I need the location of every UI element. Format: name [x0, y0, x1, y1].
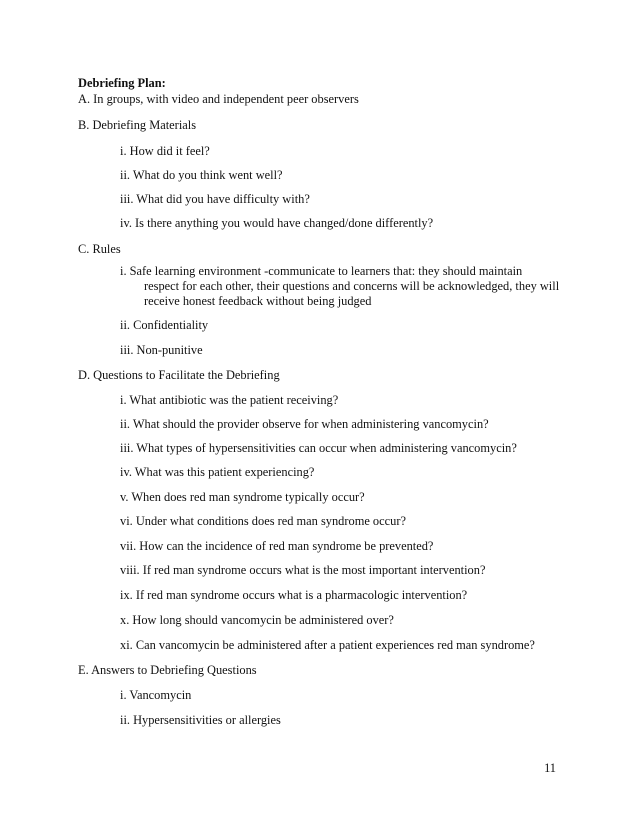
rules-item-1-line-3: receive honest feedback without being judged	[144, 294, 372, 308]
page-title: Debriefing Plan:	[78, 76, 166, 90]
section-d: D. Questions to Facilitate the Debriefing	[78, 368, 280, 382]
rules-item-1-line-1: i. Safe learning environment -communicate to learners that: they should maintain	[120, 264, 523, 278]
question-item-2: ii. What should the provider observe for when administering vancomycin?	[120, 417, 489, 431]
question-item-6: vi. Under what conditions does red man syndrome occur?	[120, 514, 406, 528]
question-item-3: iii. What types of hypersensitivities can occur when administering vancomycin?	[120, 441, 517, 455]
section-c: C. Rules	[78, 242, 121, 256]
question-item-7: vii. How can the incidence of red man syndrome be prevented?	[120, 539, 434, 553]
section-b: B. Debriefing Materials	[78, 118, 197, 132]
materials-item-3: iii. What did you have difficulty with?	[120, 192, 310, 206]
rules-item-2: ii. Confidentiality	[120, 318, 209, 332]
question-item-1: i. What antibiotic was the patient receiving?	[120, 393, 339, 407]
materials-item-2: ii. What do you think went well?	[120, 168, 283, 182]
question-item-11: xi. Can vancomycin be administered after a patient experiences red man syndrome?	[120, 638, 535, 652]
question-item-8: viii. If red man syndrome occurs what is the most important intervention?	[120, 563, 486, 577]
section-a: A. In groups, with video and independent peer observers	[78, 92, 359, 106]
question-item-9: ix. If red man syndrome occurs what is a pharmacologic intervention?	[120, 588, 468, 602]
answer-item-2: ii. Hypersensitivities or allergies	[120, 713, 281, 727]
question-item-4: iv. What was this patient experiencing?	[120, 465, 315, 479]
rules-item-1-line-2: respect for each other, their questions and concerns will be acknowledged, they will	[144, 279, 560, 293]
answer-item-1: i. Vancomycin	[120, 688, 192, 702]
page-number: 11	[544, 761, 556, 775]
section-e: E. Answers to Debriefing Questions	[78, 663, 257, 677]
rules-item-3: iii. Non-punitive	[120, 343, 203, 357]
question-item-5: v. When does red man syndrome typically occur?	[120, 490, 365, 504]
question-item-10: x. How long should vancomycin be administered over?	[120, 613, 394, 627]
materials-item-1: i. How did it feel?	[120, 144, 210, 158]
materials-item-4: iv. Is there anything you would have changed/done differently?	[120, 216, 434, 230]
